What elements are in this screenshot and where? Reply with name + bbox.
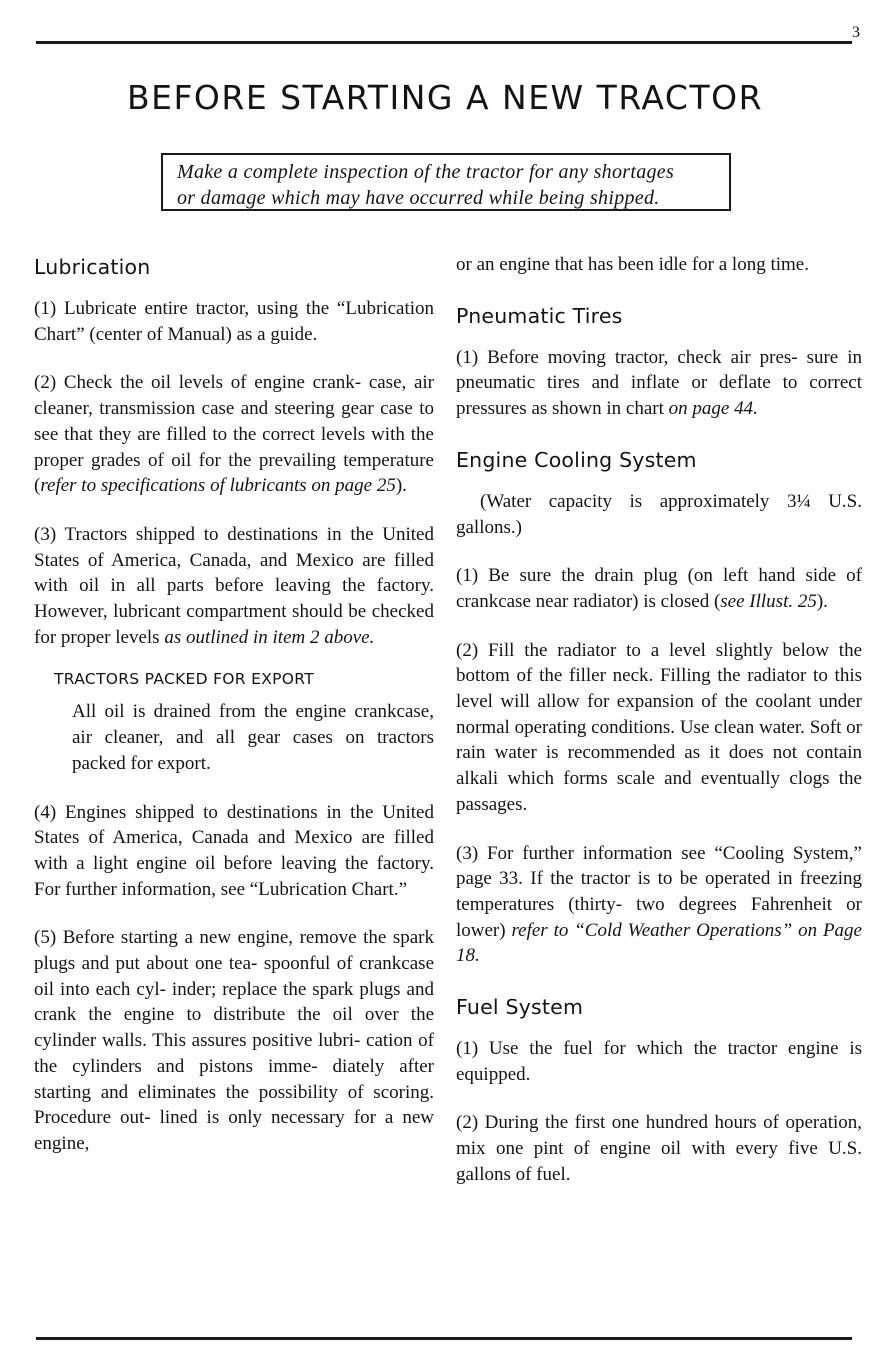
tires-paragraph: (1) Before moving tractor, check air pres- sure in pneumatic tires and inflate or deflate to correct pressures as shown in chart on page 44. — [456, 346, 862, 420]
engine-cooling-heading: Engine Cooling System — [456, 447, 697, 472]
fuel-paragraph-1: (1) Use the fuel for which the tractor engine is equipped. — [456, 1038, 862, 1085]
specifications-reference: refer to specifications of lubricants on page 25 — [40, 475, 396, 497]
notice-line: or damage which may have occurred while being shipped. — [177, 187, 660, 209]
page-title: BEFORE STARTING A NEW TRACTOR — [126, 78, 764, 117]
continuation-paragraph: or an engine that has been idle for a long time. — [456, 254, 809, 275]
item-reference: as outlined in item 2 above. — [164, 626, 375, 648]
notice-line: Make a complete inspection of the tractor for any shortages — [177, 161, 675, 183]
lubrication-paragraph-1: (1) Lubricate entire tractor, using the “Lubrication Chart” (center of Manual) as a guide. — [34, 298, 434, 345]
lubrication-paragraph-2: (2) Check the oil levels of engine crank- case, air cleaner, transmission case and steering gear case to see that they are filled to the correct levels with the proper grades of oil for the prevailing temperature (refer to specifications of lubricants on page 25). — [34, 372, 434, 497]
lubrication-heading: Lubrication — [34, 255, 151, 279]
export-subheading: TRACTORS PACKED FOR EXPORT — [54, 670, 314, 689]
cooling-paragraph-3: (3) For further information see “Cooling System,” page 33. If the tractor is to be operated in freezing temperatures (thirty- two degrees Fahrenheit or lower) refer to “Cold Weather Operations” on Page 18. — [456, 842, 862, 967]
fuel-paragraph-2: (2) During the first one hundred hours of operation, mix one pint of engine oil with every five U.S. gallons of fuel. — [456, 1112, 862, 1185]
page-number: 3 — [852, 24, 860, 41]
water-capacity-paragraph: (Water capacity is approximately 3¼ U.S. gallons.) — [456, 490, 862, 538]
right-column — [456, 252, 862, 1211]
top-rule — [36, 41, 852, 44]
lubrication-paragraph-4: (4) Engines shipped to destinations in the United States of America, Canada and Mexico are filled with a light engine oil before leaving the factory. For further information, see “Lubrication Chart.” — [34, 801, 434, 900]
lubrication-paragraph-5: (5) Before starting a new engine, remove the spark plugs and put about one tea- spoonful of crankcase oil into each cyl- inder; replace the spark plugs and crank the engine to distribute the oil over the cylinder walls. This assures positive lubri- cation of the cylinders and pistons imme- diately after starting and eliminates the possibility of scoring. Procedure out- lined is only necessary for a new engine, — [34, 927, 434, 1154]
illustration-reference: see Illust. 25 — [720, 590, 817, 612]
cooling-paragraph-2: (2) Fill the radiator to a level slightly below the bottom of the filler neck. Filling the radiator to this level will allow for expansion of the coolant under normal operating conditions. Use clean water. Soft or rain water is recommended as it does not contain alkali which forms scale and eventually clogs the passages. — [456, 639, 862, 815]
fuel-system-heading: Fuel System — [456, 995, 584, 1020]
lubrication-paragraph-3: (3) Tractors shipped to destinations in the United States of America, Canada, and Mexico are filled with oil in all parts before leaving the factory. However, lubricant compartment should be checked for proper levels as outlined in item 2 above. — [34, 523, 434, 648]
bottom-rule — [36, 1337, 852, 1340]
cold-weather-reference: refer to “Cold Weather Operations” on Page 18. — [456, 919, 862, 967]
export-paragraph: All oil is drained from the engine crankcase, air cleaner, and all gear cases on tractors packed for export. — [72, 701, 434, 774]
page-reference: on page 44. — [668, 398, 758, 420]
cooling-paragraph-1: (1) Be sure the drain plug (on left hand side of crankcase near radiator) is closed (see Illust. 25). — [456, 565, 862, 612]
left-column — [34, 252, 434, 1180]
pneumatic-tires-heading: Pneumatic Tires — [456, 303, 623, 328]
inspection-notice-box — [161, 153, 731, 211]
